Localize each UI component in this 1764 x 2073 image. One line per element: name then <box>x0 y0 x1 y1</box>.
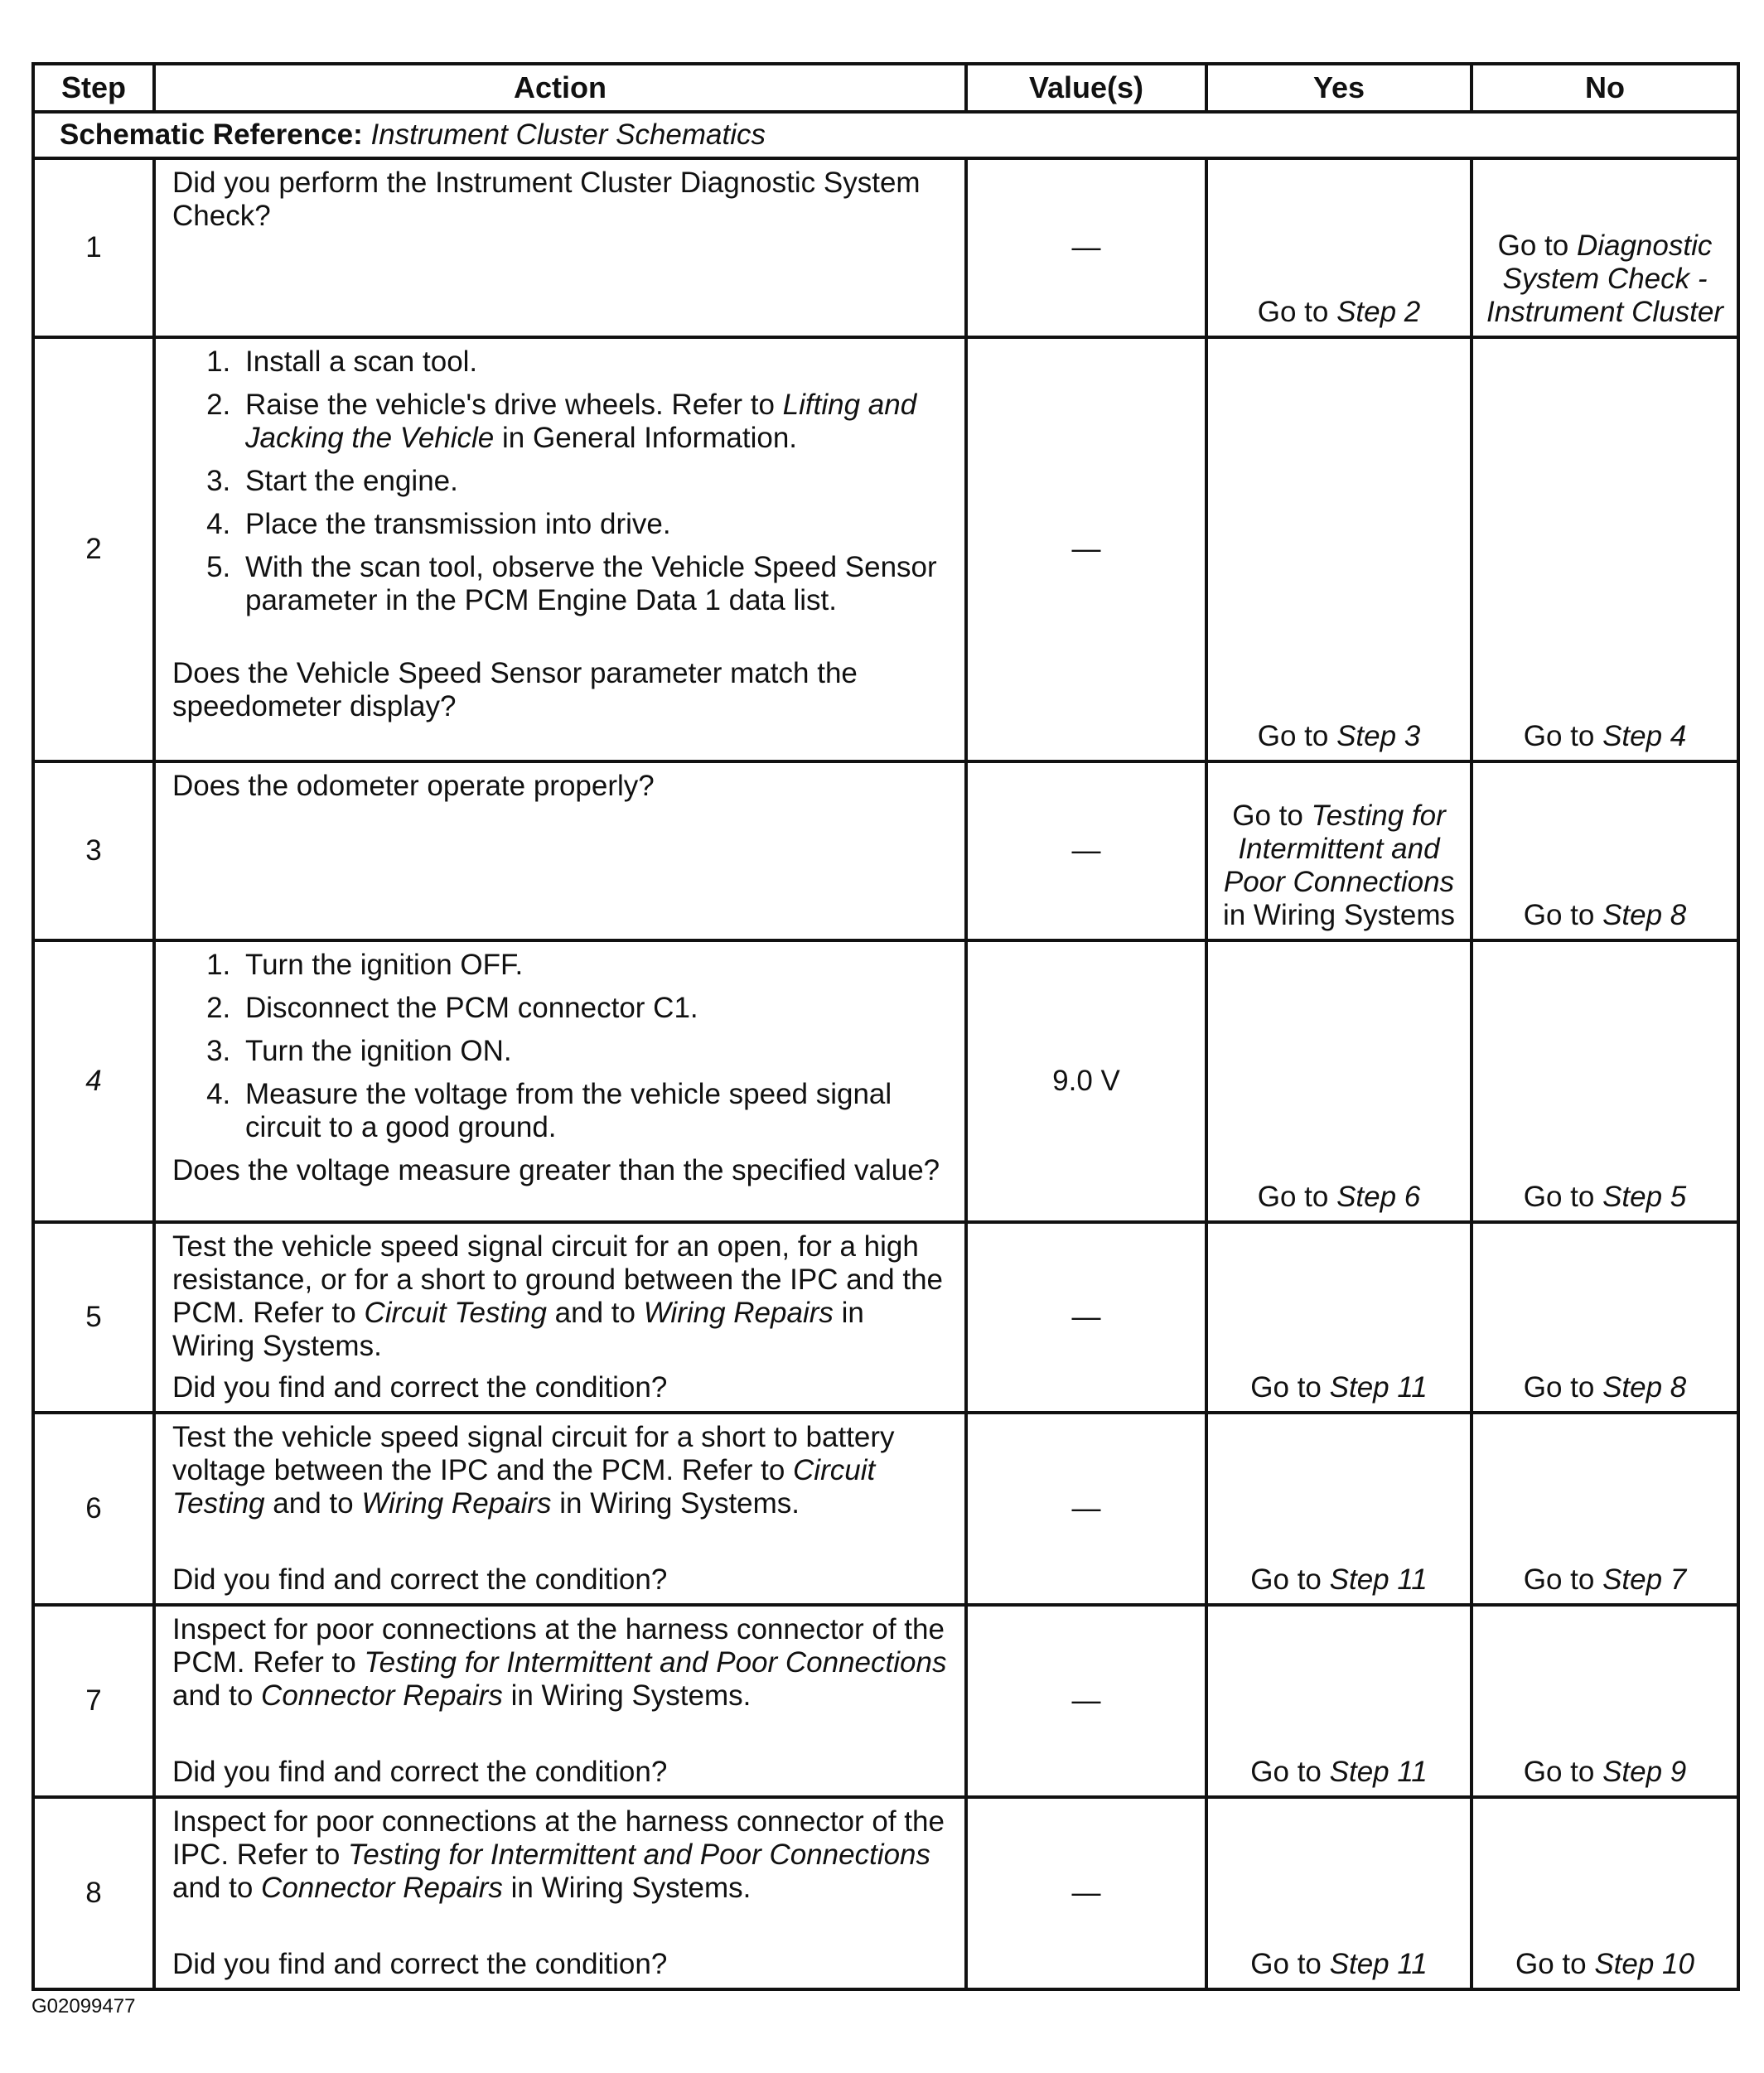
procedure-item <box>239 346 950 379</box>
procedure-item <box>239 1035 950 1068</box>
no-cell <box>1472 1222 1738 1413</box>
yes-suffix: in Wiring Systems <box>1222 899 1456 931</box>
procedure-item <box>239 551 950 617</box>
yes-prefix: Go to <box>1250 1756 1330 1788</box>
step-number: 5 <box>33 1222 154 1413</box>
table-row <box>33 1222 1738 1413</box>
procedure-item <box>239 465 950 498</box>
no-prefix: Go to <box>1523 899 1603 931</box>
procedure-item <box>239 949 950 982</box>
step-number: 7 <box>33 1605 154 1797</box>
schematic-reference <box>33 112 1738 158</box>
yes-prefix: Go to <box>1257 296 1337 328</box>
procedure-text: With the scan tool, observe the Vehicle Speed Sensor parameter in the PCM Engine Data 1 data list. <box>245 551 937 616</box>
action-text-part: in Wiring Systems. <box>172 1297 864 1362</box>
procedure-link[interactable]: Lifting and Jacking the Vehicle <box>245 389 917 454</box>
diagnostic-table <box>31 62 1740 1991</box>
step-number: 3 <box>33 761 154 940</box>
procedure-text: in General Information. <box>494 422 798 454</box>
procedure-item <box>239 992 950 1025</box>
table-row <box>33 1413 1738 1605</box>
procedure-list <box>172 346 950 617</box>
yes-link[interactable]: Step 6 <box>1336 1181 1421 1213</box>
no-cell <box>1472 940 1738 1222</box>
action-text-part: in Wiring Systems. <box>502 1872 752 1904</box>
procedure-text: Start the engine. <box>245 465 458 497</box>
table-row <box>33 1797 1738 1989</box>
action-text-part: and to <box>172 1872 262 1904</box>
procedure-text: Turn the ignition OFF. <box>245 949 524 981</box>
no-link[interactable]: Step 10 <box>1594 1948 1694 1980</box>
yes-prefix: Go to <box>1250 1563 1330 1596</box>
reference-link[interactable]: Circuit Testing <box>172 1454 876 1520</box>
table-row <box>33 940 1738 1222</box>
action-text: Did you perform the Instrument Cluster Diagnostic System Check? <box>172 167 921 232</box>
yes-cell <box>1206 940 1472 1222</box>
procedure-text: Disconnect the PCM connector C1. <box>245 992 698 1024</box>
yes-prefix: Go to <box>1250 1948 1330 1980</box>
no-prefix: Go to <box>1523 720 1603 752</box>
action-question: Did you find and correct the condition? <box>172 1371 668 1404</box>
action-cell <box>154 1222 966 1413</box>
no-prefix: Go to <box>1497 230 1577 262</box>
no-cell <box>1472 1605 1738 1797</box>
step-number: 8 <box>33 1797 154 1989</box>
procedure-item <box>239 389 950 455</box>
action-cell <box>154 761 966 940</box>
reference-link[interactable]: Circuit Testing <box>364 1297 547 1329</box>
action-text <box>172 1613 950 1713</box>
yes-link[interactable]: Step 11 <box>1329 1371 1428 1404</box>
reference-link[interactable]: Connector Repairs <box>261 1679 503 1712</box>
table-row <box>33 761 1738 940</box>
no-cell <box>1472 1797 1738 1989</box>
table-row <box>33 1605 1738 1797</box>
reference-link[interactable]: Wiring Repairs <box>361 1487 552 1520</box>
no-column-header: No <box>1472 64 1738 112</box>
value-cell: — <box>966 1222 1206 1413</box>
value-cell: — <box>966 337 1206 761</box>
header-row <box>33 64 1738 112</box>
action-cell <box>154 337 966 761</box>
values-column-header: Value(s) <box>966 64 1206 112</box>
action-text <box>172 1805 950 1905</box>
value-cell: — <box>966 1605 1206 1797</box>
action-column-header: Action <box>154 64 966 112</box>
reference-link[interactable]: Wiring Repairs <box>643 1297 834 1329</box>
yes-cell <box>1206 1222 1472 1413</box>
no-link[interactable]: Step 8 <box>1602 899 1687 931</box>
table-row <box>33 158 1738 337</box>
schematic-reference-label: Schematic Reference: <box>60 118 363 151</box>
value-cell: — <box>966 1413 1206 1605</box>
action-cell <box>154 1797 966 1989</box>
procedure-text: Install a scan tool. <box>245 346 478 378</box>
yes-prefix: Go to <box>1257 720 1337 752</box>
yes-link[interactable]: Step 11 <box>1329 1948 1428 1980</box>
action-cell <box>154 940 966 1222</box>
reference-link[interactable]: Testing for Intermittent and Poor Connections <box>348 1839 931 1871</box>
procedure-list <box>172 949 950 1144</box>
action-text-part: and to <box>546 1297 644 1329</box>
no-prefix: Go to <box>1523 1563 1603 1596</box>
no-prefix: Go to <box>1523 1181 1603 1213</box>
action-question: Did you find and correct the condition? <box>172 1948 668 1980</box>
no-prefix: Go to <box>1523 1371 1603 1404</box>
schematic-reference-link[interactable]: Instrument Cluster Schematics <box>370 118 766 151</box>
no-link[interactable]: Step 9 <box>1602 1756 1687 1788</box>
yes-link[interactable]: Testing for Intermittent and Poor Connections <box>1223 800 1455 898</box>
no-link[interactable]: Diagnostic System Check - Instrument Cluster <box>1486 230 1723 328</box>
diagnostic-document <box>31 62 1737 1991</box>
procedure-text: Turn the ignition ON. <box>245 1035 512 1067</box>
action-question: Did you find and correct the condition? <box>172 1563 668 1596</box>
action-text <box>172 1421 950 1520</box>
action-cell <box>154 1413 966 1605</box>
action-text: Does the odometer operate properly? <box>172 770 655 802</box>
action-text-part: and to <box>172 1679 262 1712</box>
yes-cell <box>1206 337 1472 761</box>
step-number: 4 <box>33 940 154 1222</box>
action-cell <box>154 1605 966 1797</box>
schematic-reference-row <box>33 112 1738 158</box>
no-link[interactable]: Step 5 <box>1602 1181 1687 1213</box>
value-cell: — <box>966 158 1206 337</box>
no-link[interactable]: Step 8 <box>1602 1371 1687 1404</box>
step-number: 6 <box>33 1413 154 1605</box>
procedure-item <box>239 508 950 541</box>
no-link[interactable]: Step 4 <box>1602 720 1687 752</box>
reference-link[interactable]: Testing for Intermittent and Poor Connections <box>364 1646 947 1679</box>
yes-link[interactable]: Step 2 <box>1336 296 1421 328</box>
yes-prefix: Go to <box>1250 1371 1330 1404</box>
yes-link[interactable]: Step 11 <box>1329 1756 1428 1788</box>
action-text-part: and to <box>264 1487 362 1520</box>
action-text-part: Test the vehicle speed signal circuit for an open, for a high resistance, or for a short to ground between the IPC and the PCM. Refer to <box>172 1230 943 1329</box>
procedure-text: Place the transmission into drive. <box>245 508 671 540</box>
procedure-text: Raise the vehicle's drive wheels. Refer to <box>245 389 783 421</box>
yes-cell <box>1206 1605 1472 1797</box>
step-number: 2 <box>33 337 154 761</box>
step-number: 1 <box>33 158 154 337</box>
action-question: Does the Vehicle Speed Sensor parameter match the speedometer display? <box>172 657 858 722</box>
table-row <box>33 337 1738 761</box>
action-cell <box>154 158 966 337</box>
yes-cell <box>1206 761 1472 940</box>
yes-prefix: Go to <box>1257 1181 1337 1213</box>
figure-id: G02099477 <box>31 1995 136 2017</box>
no-cell <box>1472 761 1738 940</box>
yes-cell <box>1206 1413 1472 1605</box>
no-cell <box>1472 158 1738 337</box>
action-question: Does the voltage measure greater than the specified value? <box>172 1154 940 1186</box>
no-prefix: Go to <box>1515 1948 1595 1980</box>
action-text <box>172 1230 950 1363</box>
action-text-part: Inspect for poor connections at the harness connector of the PCM. Refer to <box>172 1613 945 1679</box>
action-text-part: in Wiring Systems. <box>551 1487 800 1520</box>
yes-prefix: Go to <box>1232 800 1312 832</box>
no-cell <box>1472 1413 1738 1605</box>
yes-link[interactable]: Step 3 <box>1336 720 1421 752</box>
value-cell: 9.0 V <box>966 940 1206 1222</box>
action-text-part: Inspect for poor connections at the harness connector of the IPC. Refer to <box>172 1805 945 1871</box>
value-cell: — <box>966 1797 1206 1989</box>
no-prefix: Go to <box>1523 1756 1603 1788</box>
reference-link[interactable]: Connector Repairs <box>261 1872 503 1904</box>
no-cell <box>1472 337 1738 761</box>
step-column-header: Step <box>33 64 154 112</box>
yes-cell <box>1206 1797 1472 1989</box>
procedure-item <box>239 1078 950 1144</box>
yes-column-header: Yes <box>1206 64 1472 112</box>
yes-cell <box>1206 158 1472 337</box>
action-text-part: Test the vehicle speed signal circuit for a short to battery voltage between the IPC and the PCM. Refer to <box>172 1421 895 1486</box>
action-text-part: in Wiring Systems. <box>502 1679 752 1712</box>
yes-link[interactable]: Step 11 <box>1329 1563 1428 1596</box>
action-question: Did you find and correct the condition? <box>172 1756 668 1788</box>
no-link[interactable]: Step 7 <box>1602 1563 1687 1596</box>
procedure-text: Measure the voltage from the vehicle speed signal circuit to a good ground. <box>245 1078 892 1143</box>
value-cell: — <box>966 761 1206 940</box>
